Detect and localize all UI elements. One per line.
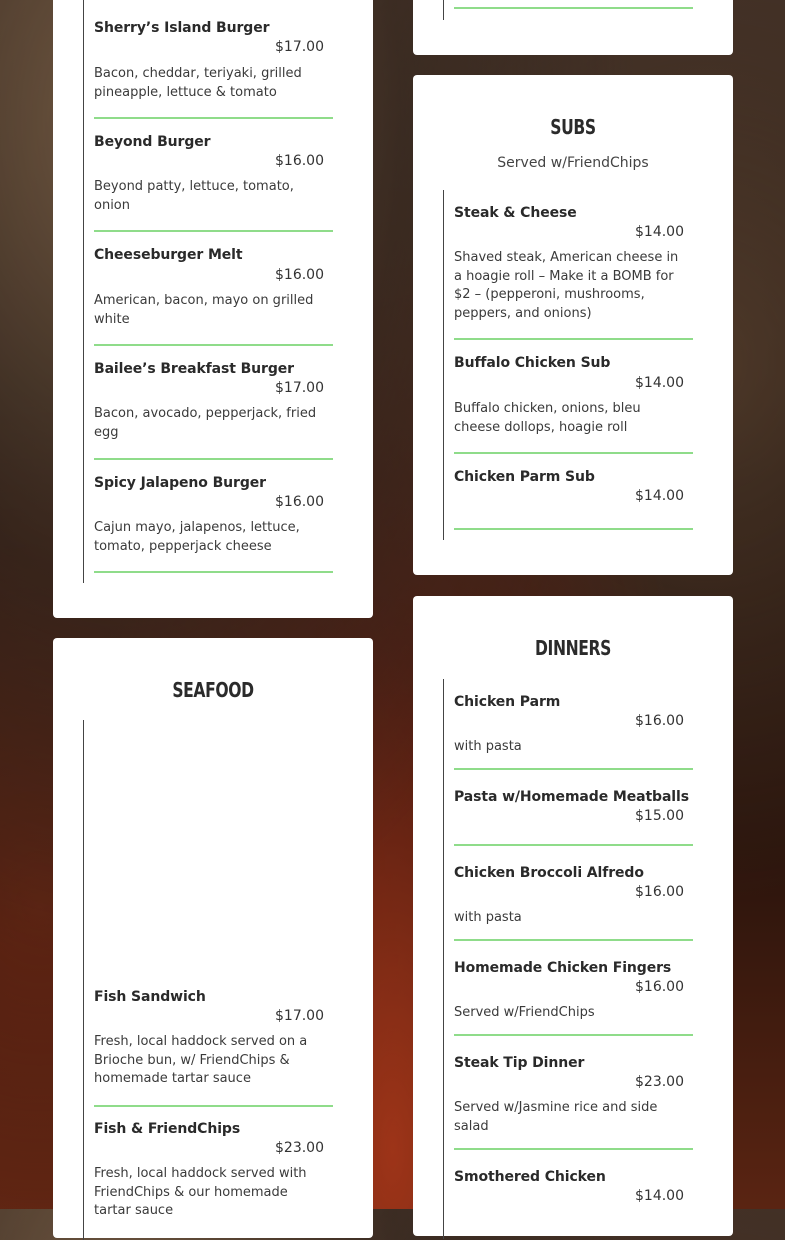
item-divider [94, 1105, 333, 1107]
item-name: Chicken Parm Sub [454, 469, 595, 485]
menu-item [94, 1121, 334, 1218]
item-price: $23.00 [635, 1074, 684, 1090]
item-divider [94, 117, 333, 119]
previous-item-list [443, 0, 703, 20]
menu-item [454, 1055, 694, 1134]
item-name: Beyond Burger [94, 134, 211, 150]
item-price: $16.00 [635, 884, 684, 900]
item-name: Sherry’s Island Burger [94, 20, 270, 36]
item-divider [454, 338, 693, 340]
item-name: Cheeseburger Melt [94, 247, 243, 263]
dinners-item-list [443, 679, 703, 1239]
menu-item [454, 469, 694, 504]
item-description: with pasta [454, 739, 522, 754]
menu-item [94, 134, 334, 213]
item-description: Bacon, avocado, pepperjack, fried egg [94, 406, 317, 440]
menu-item [94, 475, 334, 554]
menu-item [454, 694, 694, 754]
menu-item [94, 247, 334, 327]
item-divider [454, 528, 693, 530]
item-description: Served w/Jasmine rice and side salad [454, 1100, 658, 1134]
item-price: $17.00 [275, 39, 324, 55]
item-description: Beyond patty, lettuce, tomato, onion [94, 179, 294, 213]
item-divider [94, 344, 333, 346]
seafood-card [53, 638, 373, 1238]
item-divider [94, 571, 333, 573]
item-price: $14.00 [635, 488, 684, 504]
item-divider [454, 1148, 693, 1150]
item-name: Smothered Chicken [454, 1169, 606, 1185]
item-name: Chicken Broccoli Alfredo [454, 865, 644, 881]
subs-card [413, 75, 733, 575]
item-description: Bacon, cheddar, teriyaki, grilled pineapple, lettuce & tomato [94, 66, 302, 100]
item-price: $16.00 [275, 267, 324, 283]
item-divider [454, 452, 693, 454]
menu-item [454, 1169, 694, 1204]
section-subtitle: Served w/FriendChips [497, 155, 649, 171]
item-description: Shaved steak, American cheese in a hoagie roll – Make it a BOMB for $2 – (pepperoni, mushrooms, peppers, and onions) [454, 250, 679, 321]
item-description: Served w/FriendChips [454, 1005, 595, 1020]
dinners-card [413, 596, 733, 1236]
seafood-item-list [83, 720, 343, 1240]
item-price: $23.00 [275, 1140, 324, 1156]
item-description: Fresh, local haddock served on a Brioche bun, w/ FriendChips & homemade tartar sauce [94, 1034, 308, 1086]
item-description: Fresh, local haddock served with FriendChips & our homemade tartar sauce [94, 1166, 307, 1218]
item-price: $15.00 [635, 808, 684, 824]
item-divider [454, 844, 693, 846]
subs-item-list [443, 190, 703, 540]
item-divider [94, 230, 333, 232]
item-name: Steak & Cheese [454, 205, 577, 221]
item-price: $17.00 [275, 380, 324, 396]
section-title: SEAFOOD [172, 678, 254, 702]
item-name: Homemade Chicken Fingers [454, 960, 672, 976]
section-title: SUBS [550, 115, 596, 139]
item-name: Chicken Parm [454, 694, 561, 710]
item-description: Buffalo chicken, onions, bleu cheese dollops, hoagie roll [454, 401, 641, 435]
item-name: Buffalo Chicken Sub [454, 355, 611, 371]
burgers-item-list [83, 0, 343, 583]
menu-item [454, 865, 694, 925]
item-price: $14.00 [635, 224, 684, 240]
menu-item [94, 361, 334, 440]
item-name: Fish & FriendChips [94, 1121, 241, 1137]
menu-item [454, 960, 694, 1020]
item-divider [454, 1034, 693, 1036]
menu-item [454, 789, 694, 824]
item-price: $14.00 [635, 1188, 684, 1204]
item-price: $17.00 [275, 1008, 324, 1024]
menu-item [454, 205, 694, 321]
item-name: Steak Tip Dinner [454, 1055, 585, 1071]
item-divider [454, 768, 693, 770]
menu-item [94, 20, 334, 100]
item-divider [94, 458, 333, 460]
item-description: with pasta [454, 910, 522, 925]
section-title: DINNERS [534, 636, 612, 660]
item-price: $16.00 [635, 979, 684, 995]
item-divider [454, 939, 693, 941]
item-name: Bailee’s Breakfast Burger [94, 361, 294, 377]
item-price: $16.00 [635, 713, 684, 729]
previous-section-card [413, 0, 733, 55]
item-name: Spicy Jalapeno Burger [94, 475, 266, 491]
item-price: $16.00 [275, 494, 324, 510]
burgers-card [53, 0, 373, 618]
menu-item [94, 989, 334, 1086]
item-price: $16.00 [275, 153, 324, 169]
item-name: Fish Sandwich [94, 989, 206, 1005]
item-description: Cajun mayo, jalapenos, lettuce, tomato, pepperjack cheese [94, 520, 300, 554]
item-name: Pasta w/Homemade Meatballs [454, 789, 689, 805]
item-description: American, bacon, mayo on grilled white [94, 293, 314, 327]
item-price: $14.00 [635, 375, 684, 391]
item-divider [454, 7, 693, 9]
menu-item [454, 355, 694, 435]
